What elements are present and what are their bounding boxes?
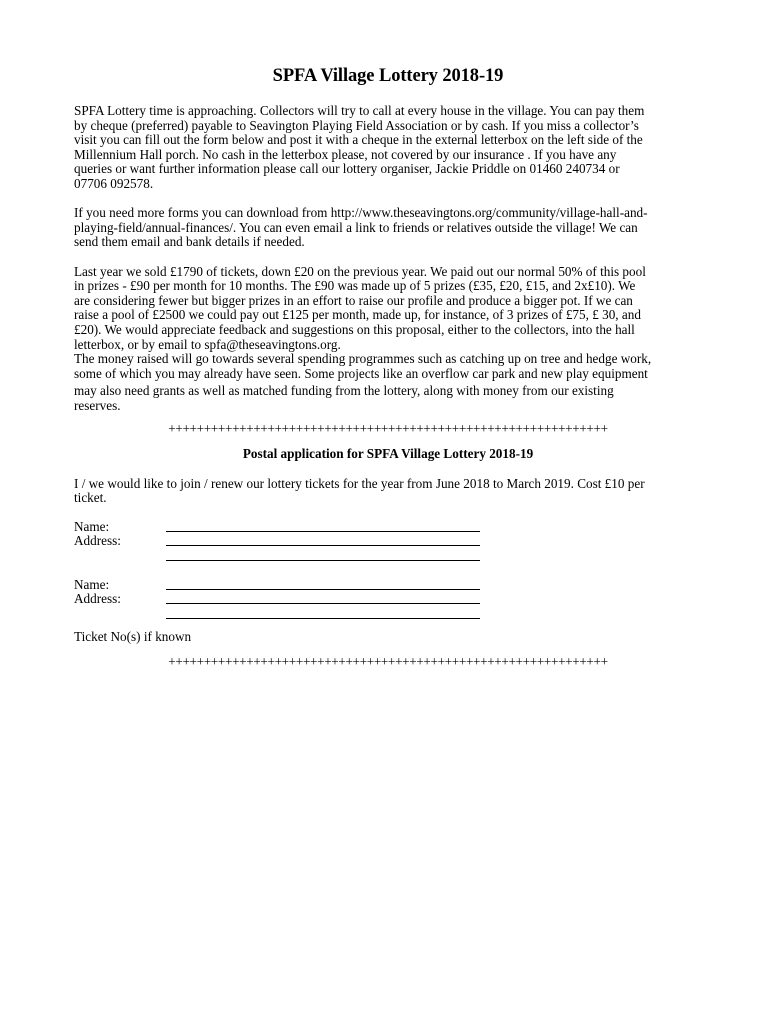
page-title: SPFA Village Lottery 2018-19 xyxy=(272,66,504,86)
text-line: playing-field/annual-finances/. You can even email a link to friends or relatives outside the village! We can xyxy=(74,219,638,235)
document-page xyxy=(74,66,702,670)
ticket-number-label: Ticket No(s) if known xyxy=(74,629,192,645)
intro-paragraph xyxy=(74,104,702,192)
join-text xyxy=(74,477,702,506)
text-line: £20). We would appreciate feedback and suggestions on this proposal, either to the collectors, into the hall xyxy=(74,321,635,337)
name-field[interactable] xyxy=(166,520,480,532)
separator-line: ++++++++++++++++++++++++++++++++++++++++++++++++++++++++++++++ xyxy=(168,421,608,437)
text-line: Millennium Hall porch. No cash in the letterbox please, not covered by our insurance . If you have any xyxy=(74,146,617,162)
address-field-line-2[interactable] xyxy=(166,549,480,561)
text-line: send them email and bank details if needed. xyxy=(74,234,305,250)
text-line: may also need grants as well as matched funding from the lottery, along with money from our existing xyxy=(74,383,614,399)
text-line: 07706 092578. xyxy=(74,175,154,191)
separator-line: ++++++++++++++++++++++++++++++++++++++++++++++++++++++++++++++ xyxy=(168,654,608,669)
text-line: are considering fewer but bigger prizes in an effort to raise our profile and produce a bigger pot. If we can xyxy=(74,292,633,308)
text-line: reserves. xyxy=(74,397,121,413)
text-line: If you need more forms you can download from http://www.theseavingtons.org/community/village-hall-and- xyxy=(74,205,648,221)
text-line: raise a pool of £2500 we could pay out £125 per month, made up, for instance, of 3 prizes of £75, £ 30, and xyxy=(74,307,641,323)
address-field-line-2[interactable] xyxy=(166,607,480,619)
name-label: Name: xyxy=(74,518,110,534)
name-field[interactable] xyxy=(166,578,480,590)
address-label: Address: xyxy=(74,533,121,549)
text-line: SPFA Lottery time is approaching. Collectors will try to call at every house in the village. You can pay them xyxy=(74,103,645,118)
text-line: Last year we sold £1790 of tickets, down £20 on the previous year. We paid out our normal 50% of this pool xyxy=(74,263,646,279)
form-title: Postal application for SPFA Village Lottery 2018-19 xyxy=(242,446,534,462)
name-label: Name: xyxy=(74,576,110,592)
address-label: Address: xyxy=(74,591,121,607)
text-line: some of which you may already have seen. Some projects like an overflow car park and new play equipment xyxy=(74,365,648,381)
text-line: visit you can fill out the form below and post it with a cheque in the external letterbox on the left side of the xyxy=(74,132,643,148)
finances-paragraph xyxy=(74,265,702,414)
text-line: in prizes - £90 per month for 10 months. The £90 was made up of 5 prizes (£35, £20, £15, and 2x£10). We xyxy=(74,278,636,294)
text-line: I / we would like to join / renew our lottery tickets for the year from June 2018 to March 2019. Cost £10 per xyxy=(74,475,645,491)
address-field-line-1[interactable] xyxy=(166,534,480,546)
text-line: queries or want further information please call our lottery organiser, Jackie Priddle on 01460 240734 or xyxy=(74,161,620,177)
text-line: letterbox, or by email to spfa@theseavingtons.org. xyxy=(74,336,341,352)
address-field-line-1[interactable] xyxy=(166,592,480,604)
forms-paragraph xyxy=(74,206,702,250)
applicant-1 xyxy=(74,520,702,564)
text-line: The money raised will go towards several spending programmes such as catching up on tree and hedge work, xyxy=(74,351,652,367)
applicant-2 xyxy=(74,578,702,622)
text-line: by cheque (preferred) payable to Seavington Playing Field Association or by cash. If you miss a collector’s xyxy=(74,117,639,133)
text-line: ticket. xyxy=(74,490,107,506)
